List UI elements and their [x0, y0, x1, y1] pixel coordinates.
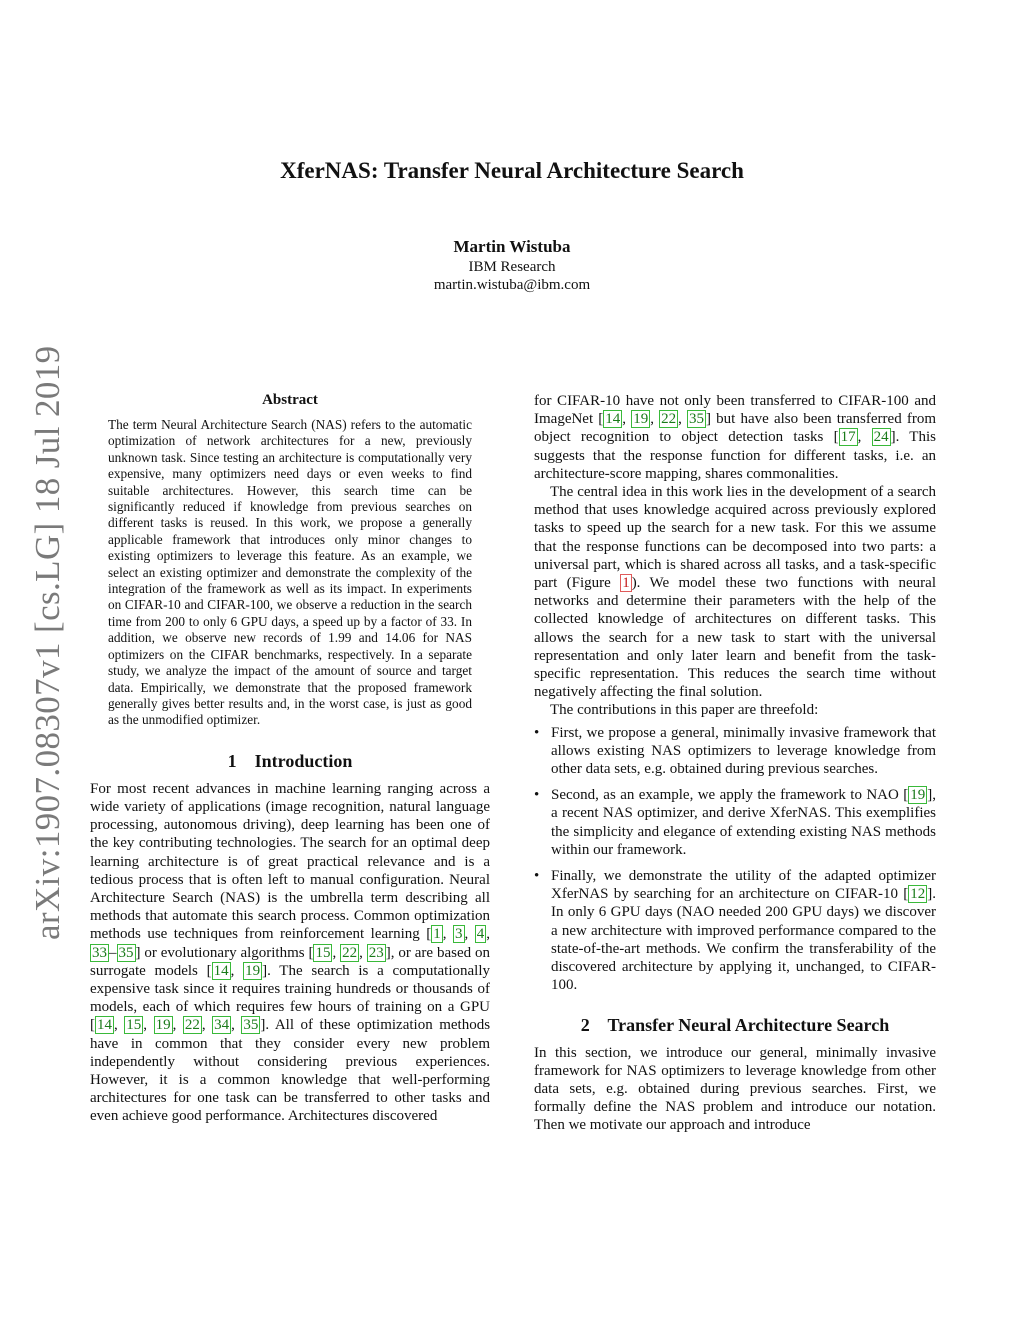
citation-link[interactable]: 14 [97, 1017, 112, 1034]
intro-text-5: ]. All of these optimization methods have in common that they consider every new problem independently without considering previous experiences. However, it is a common knowledge that well-performing architectures for one task can be transferred to other tasks and even achieve good performance. Architectures discovered [90, 1017, 491, 1125]
citation-link[interactable]: 4 [476, 926, 485, 943]
citation-sep: , [359, 944, 367, 961]
intro-text-3: ], or are based on surrogate models [ [90, 944, 490, 979]
citation-link[interactable]: 14 [605, 411, 621, 428]
citation-link[interactable]: 24 [873, 429, 889, 446]
intro-text-4: ]. The search is a computationally expensive task since it requires training hundreds or thousands of models, each of which requires few hours of training on a GPU [ [90, 962, 490, 1034]
citation-sep: – [109, 944, 117, 961]
right-text-3: ]. This suggests that the response function for different tasks, i.e. an architecture-score mapping, shares commonalities. [534, 429, 936, 482]
citation-sep: , [486, 926, 491, 943]
citation-sep: , [143, 1017, 154, 1034]
central-idea-text-1: The central idea in this work lies in the development of a search method that uses knowledge acquired across previously explored tasks to speed up the search for a new task. For this we assume that the response functions can be decomposed into two parts: a universal part, which is shared across all tasks, and a task-specific part (Figure [534, 484, 936, 592]
arxiv-sidebar-stamp: arXiv:1907.08307v1 [cs.LG] 18 Jul 2019 [28, 345, 67, 940]
author-name: Martin Wistuba [453, 237, 571, 256]
citation-sep: , [230, 962, 244, 979]
right-column [534, 392, 936, 1135]
citation-sep: , [201, 1017, 213, 1034]
citation-link[interactable]: 15 [315, 944, 331, 961]
citation-link[interactable]: 35 [243, 1017, 259, 1034]
citation-sep: , [172, 1017, 183, 1034]
author-affiliation: IBM Research [468, 259, 556, 275]
abstract-heading: Abstract [262, 392, 318, 408]
author-email: martin.wistuba@ibm.com [433, 277, 591, 293]
bullet-icon: • [534, 724, 540, 741]
left-column [90, 392, 490, 1126]
citation-link[interactable]: 1 [433, 926, 441, 943]
citation-link[interactable]: 34 [214, 1017, 230, 1034]
citation-link[interactable]: 3 [455, 926, 463, 943]
contributions-intro: The contributions in this paper are threefold: [550, 702, 819, 719]
central-idea-text-2: ). We model these two functions with neural networks and determine their parameters with the help of the collected knowledge of architectures on different tasks. This allows the search for a new task to start with the universal representation and only later learn and benefit from the task-specific representation. This reduces the search time without negatively affecting the final solution. [534, 575, 937, 701]
contributions-list [534, 724, 936, 995]
citation-sep: , [857, 429, 872, 446]
intro-continued-paragraph [534, 392, 936, 483]
right-text-2: ] but have also been transferred from object recognition to object detection tasks [ [534, 411, 937, 446]
contribution-text: Finally, we demonstrate the utility of the adapted optimizer XferNAS by searching for an architecture on CIFAR-10 [ [551, 868, 936, 903]
list-item [534, 786, 936, 859]
citation-link[interactable]: 22 [661, 411, 677, 428]
citation-link[interactable]: 17 [840, 429, 856, 446]
intro-text-1: For most recent advances in machine learning ranging across a wide variety of applications (image recognition, natural language processing, autonomous driving), deep learning has been one of the key contributing technologies. The search for an optimal deep learning architecture is of great practical relevance and is a tedious process that is often left to manual configuration. Neural Architecture Search (NAS) is the umbrella term describing all methods that automate this search process. Common optimization methods use techniques from reinforcement learning [ [90, 780, 490, 943]
contribution-text: ], a recent NAS optimizer, and derive XferNAS. This exemplifies the simplicity and elegance of extending existing NAS methods within our framework. [551, 787, 936, 858]
section-1-heading: 1 Introduction [227, 750, 353, 771]
contribution-text: Second, as an example, we apply the framework to NAO [ [551, 787, 909, 804]
citation-link[interactable]: 14 [213, 962, 229, 979]
citation-link[interactable]: 19 [245, 962, 261, 979]
citation-link[interactable]: 15 [126, 1017, 142, 1034]
citation-sep: , [622, 411, 632, 428]
contribution-text: ]. In only 6 GPU days (NAO needed 200 GPU days) we discover a new architecture with improved performance compared to the state-of-the-art methods. We confirm the transferability of the discovered architecture by applying it, unchanged, to CIFAR-100. [551, 886, 936, 994]
list-item [534, 867, 936, 994]
citation-link[interactable]: 33 [92, 944, 107, 961]
abstract-text: The term Neural Architecture Search (NAS) refers to the automatic optimization of network architectures for a new, previously unknown task. Since testing an architecture is computationally very expensive, many optimizers need days or even weeks to find suitable architectures. However, this search time can be significantly reduced if knowledge from previous searches on different tasks is reused. In this work, we propose a generally applicable framework that introduces only minor changes to existing optimizers to leverage this feature. As an example, we select an existing optimizer and demonstrate the complexity of the integration of the framework as well as its impact. In experiments on CIFAR-10 and CIFAR-100, we observe a reduction in the search time from 200 to only 6 GPU days, a speed up by a factor of 33. In addition, we observe new records of 1.99 and 14.06 for NAS optimizers on the CIFAR benchmarks, respectively. In a separate study, we analyze the impact of the amount of source and target data. Empirically, we demonstrate that the proposed framework generally gives better results and, in the worst case, is just as good as the unmodified optimizer. [108, 417, 472, 728]
figure-link[interactable]: 1 [622, 575, 630, 592]
citation-sep: , [464, 926, 475, 943]
central-idea-paragraph [534, 483, 936, 701]
author-block [0, 236, 1024, 294]
citation-sep: , [114, 1017, 125, 1034]
section-2-heading: 2 Transfer Neural Architecture Search [580, 1014, 890, 1035]
citation-link[interactable]: 35 [689, 411, 705, 428]
citation-sep: , [332, 944, 341, 961]
bullet-icon: • [534, 787, 540, 804]
citation-link[interactable]: 19 [633, 411, 649, 428]
citation-link[interactable]: 22 [342, 944, 358, 961]
intro-paragraph [90, 780, 490, 1126]
citation-link[interactable]: 23 [368, 944, 384, 961]
citation-link[interactable]: 12 [910, 886, 926, 903]
citation-link[interactable]: 19 [910, 787, 926, 804]
right-text-1: for CIFAR-10 have not only been transferred to CIFAR-100 and ImageNet [ [534, 393, 936, 428]
citation-link[interactable]: 19 [155, 1017, 171, 1034]
citation-sep: , [678, 411, 688, 428]
citation-sep: , [231, 1017, 242, 1034]
paper-title: XferNAS: Transfer Neural Architecture Search [280, 158, 744, 183]
intro-text-2: ] or evolutionary algorithms [ [135, 944, 314, 961]
contribution-text: First, we propose a general, minimally invasive framework that allows existing NAS optimizers to leverage knowledge from other data sets, e.g. obtained during previous searches. [551, 724, 936, 778]
section-2-paragraph: In this section, we introduce our general, minimally invasive framework for NAS optimizers to leverage knowledge from other data sets, e.g. obtained during previous searches. First, we formally define the NAS problem and introduce our notation. Then we motivate our approach and introduce [534, 1044, 936, 1134]
citation-link[interactable]: 22 [184, 1017, 200, 1034]
citation-link[interactable]: 35 [118, 944, 134, 961]
list-item [534, 724, 936, 779]
citation-sep: , [442, 926, 454, 943]
citation-sep: , [650, 411, 660, 428]
bullet-icon: • [534, 868, 540, 885]
